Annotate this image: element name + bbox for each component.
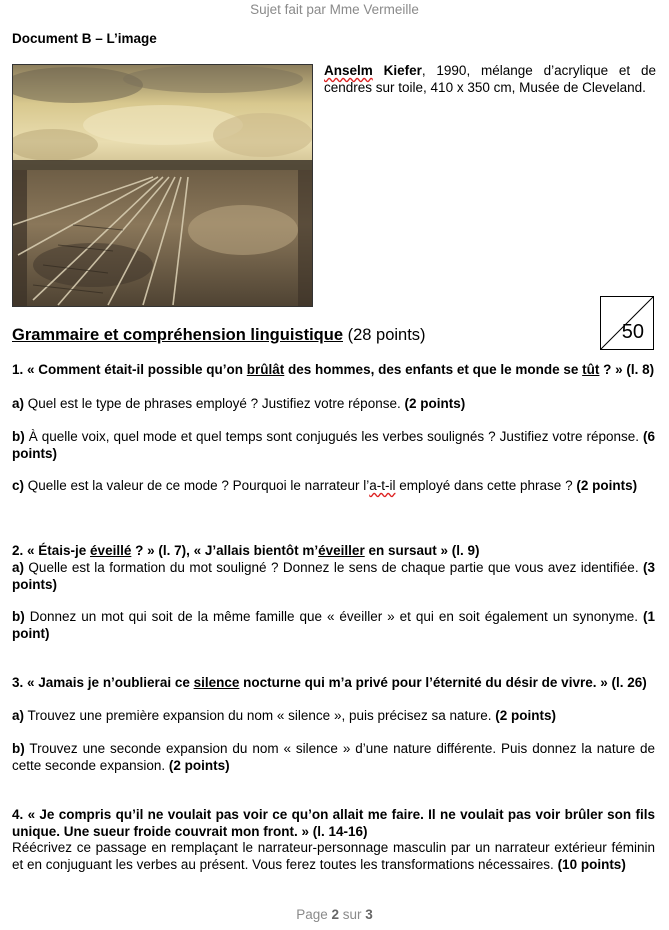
question-1c: c) Quelle est la valeur de ce mode ? Pourquoi le narrateur l’a-t-il employé dans cette phrase ? (2 points) xyxy=(12,478,638,493)
question-1-prompt: 1. « Comment était-il possible qu’on brûlât des hommes, des enfants et que le monde se tût ? » (l. 8) xyxy=(12,362,655,377)
score-total: 50 xyxy=(621,321,644,343)
painting-image xyxy=(12,64,313,307)
caption-details: , 1990, mélange d’acrylique et de cendres sur toile, 410 x 350 cm, Musée de Cleveland. xyxy=(324,63,656,95)
page-number: 2 xyxy=(331,907,339,922)
question-2b: b) Donnez un mot qui soit de la même famille que « éveiller » et qui en soit également un synonyme. (1 point) xyxy=(12,609,655,641)
page-total: 3 xyxy=(365,907,373,922)
question-1b: b) À quelle voix, quel mode et quel temps sont conjugués les verbes soulignés ? Justifiez votre réponse. (6 points) xyxy=(12,429,655,461)
question-3b: b) Trouvez une seconde expansion du nom « silence » d’une nature différente. Puis donnez la nature de cette seconde expansion. (2 points) xyxy=(12,741,655,773)
question-3a: a) Trouvez une première expansion du nom « silence », puis précisez sa nature. (2 points) xyxy=(12,708,557,723)
score-box xyxy=(600,296,654,350)
question-3-prompt: 3. « Jamais je n’oublierai ce silence nocturne qui m’a privé pour l’éternité du désir de vivre. » (l. 26) xyxy=(12,675,647,690)
question-4-text: Réécrivez ce passage en remplaçant le narrateur-personnage masculin par un narrateur extérieur féminin et en conjuguant les verbes au présent. Vous ferez toutes les transformations nécessaires. (10 points) xyxy=(12,840,655,872)
artist-first-name: Anselm xyxy=(324,63,373,78)
document-title: Document B – L’image xyxy=(12,31,157,46)
question-2-prompt: 2. « Étais-je éveillé ? » (l. 7), « J’allais bientôt m’éveiller en sursaut » (l. 9) xyxy=(12,543,480,558)
painting-caption xyxy=(324,63,656,96)
question-2a: a) Quelle est la formation du mot souligné ? Donnez le sens de chaque partie que vous avez identifiée. (3 points) xyxy=(12,560,655,592)
artist-last-name: Kiefer xyxy=(383,63,422,78)
question-1a: a) Quel est le type de phrases employé ? Justifiez votre réponse. (2 points) xyxy=(12,396,466,411)
section-title: Grammaire et compréhension linguistique (28 points) xyxy=(12,326,426,344)
page-header: Sujet fait par Mme Vermeille xyxy=(250,2,419,17)
page-footer: Page 2 sur 3 xyxy=(296,907,373,922)
question-4-prompt: 4. « Je compris qu’il ne voulait pas voir ce qu’on allait me faire. Il ne voulait pas voir brûler son fils unique. Une sueur froide couvrait mon front. » (l. 14-16) xyxy=(12,807,655,839)
